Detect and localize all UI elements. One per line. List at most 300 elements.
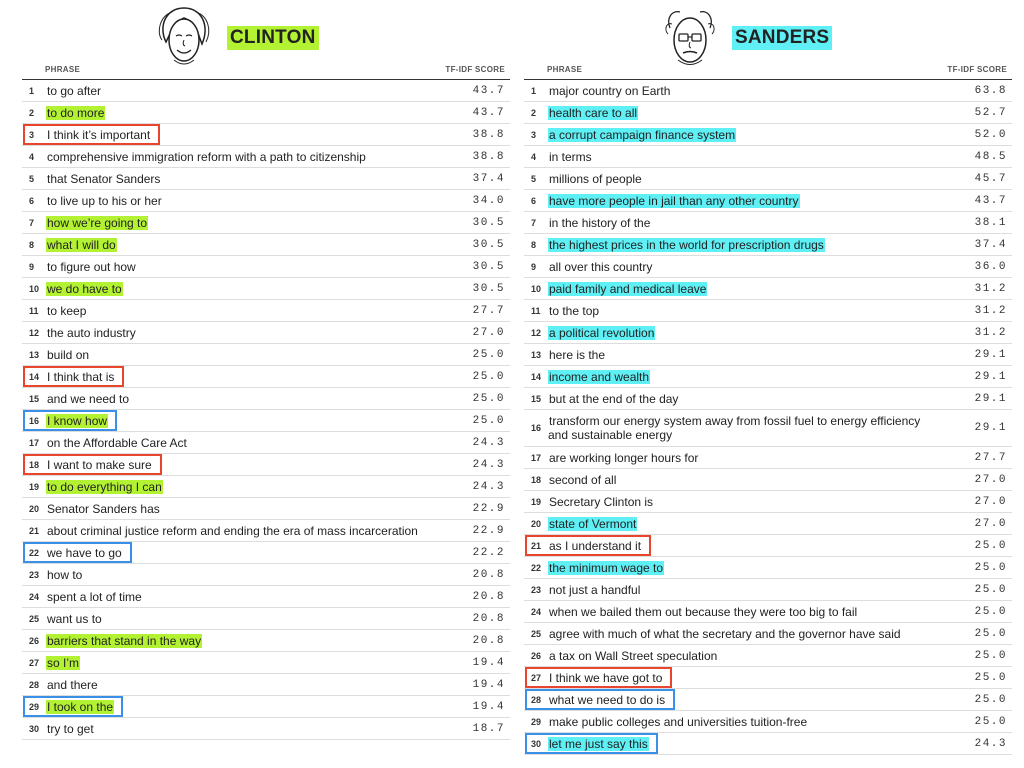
phrase-cell (46, 634, 445, 648)
phrase-text: I know how (47, 413, 108, 428)
table-row (524, 491, 1012, 513)
phrase-cell (46, 106, 445, 120)
rank-number: 13 (531, 349, 542, 360)
rank-number: 21 (29, 525, 40, 536)
phrase-cell (548, 517, 947, 531)
score-cell: 25.0 (974, 715, 1007, 728)
rank-number: 18 (29, 459, 40, 470)
phrase-cell (548, 539, 947, 553)
phrase-text: in terms (549, 149, 592, 164)
phrase-cell (46, 150, 445, 164)
table-row (22, 234, 510, 256)
phrase-text: barriers that stand in the way (47, 633, 202, 648)
table-row (524, 102, 1012, 124)
phrase-text: health care to all (549, 105, 638, 120)
score-column-header: TF-IDF SCORE (445, 65, 505, 74)
score-cell: 27.7 (472, 304, 505, 317)
phrase-cell (46, 172, 445, 186)
phrase-cell (46, 546, 445, 560)
rank-number: 11 (531, 305, 541, 316)
table-row (524, 80, 1012, 102)
score-cell: 25.0 (974, 649, 1007, 662)
rank-number: 2 (29, 107, 35, 118)
phrase-cell (548, 451, 947, 465)
rank-number: 1 (531, 85, 537, 96)
table-row (22, 300, 510, 322)
phrase-cell (548, 194, 947, 208)
table-row (524, 344, 1012, 366)
phrase-cell (548, 693, 947, 707)
rank-number: 28 (29, 679, 40, 690)
table-row (524, 124, 1012, 146)
rank-number: 18 (531, 474, 542, 485)
score-cell: 43.7 (974, 194, 1007, 207)
phrase-column-header: PHRASE (45, 65, 81, 74)
phrase-cell (46, 370, 445, 384)
score-cell: 52.0 (974, 128, 1007, 141)
phrase-text: Secretary Clinton is (549, 494, 654, 509)
sanders-column-headers (524, 65, 1012, 80)
score-cell: 25.0 (974, 539, 1007, 552)
score-cell: 22.9 (472, 524, 505, 537)
score-cell: 20.8 (472, 590, 505, 603)
table-row (22, 542, 510, 564)
rank-number: 29 (531, 716, 542, 727)
rank-number: 8 (29, 239, 35, 250)
score-cell: 30.5 (472, 216, 505, 229)
phrase-cell (46, 216, 445, 230)
table-row (22, 454, 510, 476)
phrase-cell (548, 260, 947, 274)
rank-number: 19 (29, 481, 40, 492)
table-row (524, 667, 1012, 689)
score-cell: 30.5 (472, 238, 505, 251)
table-row (524, 322, 1012, 344)
rank-number: 9 (29, 261, 35, 272)
table-row (22, 146, 510, 168)
phrase-text: about criminal justice reform and ending the era of mass incarceration (47, 523, 418, 538)
table-row (524, 212, 1012, 234)
phrase-cell (548, 649, 947, 663)
rank-number: 4 (531, 151, 537, 162)
table-row (524, 256, 1012, 278)
rank-number: 22 (29, 547, 40, 558)
table-row (22, 124, 510, 146)
phrase-text: a political revolution (549, 325, 655, 340)
phrase-cell (548, 627, 947, 641)
table-row (22, 586, 510, 608)
table-row (22, 344, 510, 366)
rank-number: 12 (531, 327, 542, 338)
phrase-text: what I will do (47, 237, 116, 252)
table-row (524, 645, 1012, 667)
phrase-cell (46, 128, 445, 142)
score-cell: 24.3 (472, 480, 505, 493)
phrase-cell (548, 216, 947, 230)
phrase-text: to go after (47, 83, 102, 98)
rank-number: 1 (29, 85, 35, 96)
score-cell: 27.7 (974, 451, 1007, 464)
score-cell: 25.0 (974, 605, 1007, 618)
table-row (524, 601, 1012, 623)
table-row (524, 234, 1012, 256)
phrase-text: and there (47, 677, 98, 692)
phrase-cell (548, 238, 947, 252)
table-row (22, 652, 510, 674)
table-row (524, 711, 1012, 733)
rank-number: 20 (531, 518, 542, 529)
phrase-column-header: PHRASE (547, 65, 583, 74)
score-cell: 19.4 (472, 678, 505, 691)
score-cell: 38.1 (974, 216, 1007, 229)
score-cell: 25.0 (472, 392, 505, 405)
phrase-cell (548, 172, 947, 186)
phrase-cell (46, 524, 445, 538)
rank-number: 16 (531, 423, 542, 433)
phrase-text: I took on the (47, 699, 114, 714)
table-row (524, 300, 1012, 322)
table-row (22, 322, 510, 344)
rank-number: 10 (29, 283, 40, 294)
rank-number: 28 (531, 694, 542, 705)
rank-number: 26 (29, 635, 40, 646)
rank-number: 17 (29, 437, 40, 448)
rank-number: 15 (29, 393, 40, 404)
phrase-text: I think it’s important (47, 127, 151, 142)
score-cell: 45.7 (974, 172, 1007, 185)
table-row (22, 80, 510, 102)
score-cell: 20.8 (472, 634, 505, 647)
table-row (524, 513, 1012, 535)
table-row (524, 278, 1012, 300)
table-row (22, 630, 510, 652)
rank-number: 3 (531, 129, 537, 140)
phrase-text: I think we have got to (549, 670, 663, 685)
score-column-header: TF-IDF SCORE (947, 65, 1007, 74)
score-cell: 29.1 (974, 348, 1007, 361)
table-row (22, 212, 510, 234)
phrase-text: millions of people (549, 171, 642, 186)
table-row (22, 696, 510, 718)
score-cell: 22.2 (472, 546, 505, 559)
phrase-cell (548, 282, 947, 296)
score-cell: 25.0 (974, 561, 1007, 574)
phrase-cell (548, 304, 947, 318)
score-cell: 24.3 (974, 737, 1007, 750)
rank-number: 5 (531, 173, 537, 184)
phrase-cell (46, 700, 445, 714)
sanders-panel (524, 0, 1012, 768)
table-row (524, 447, 1012, 469)
phrase-text: spent a lot of time (47, 589, 142, 604)
table-row (524, 623, 1012, 645)
table-row (22, 476, 510, 498)
score-cell: 20.8 (472, 568, 505, 581)
rank-number: 22 (531, 562, 542, 573)
phrase-text: to the top (549, 303, 600, 318)
table-row (22, 190, 510, 212)
table-row (22, 564, 510, 586)
phrase-cell (548, 495, 947, 509)
table-row (524, 733, 1012, 755)
rank-number: 3 (29, 129, 35, 140)
sanders-name: SANDERS (732, 26, 832, 50)
table-row (524, 557, 1012, 579)
phrase-cell (46, 502, 445, 516)
score-cell: 20.8 (472, 612, 505, 625)
table-row (524, 168, 1012, 190)
phrase-text: to keep (47, 303, 87, 318)
phrase-cell (548, 106, 947, 120)
score-cell: 43.7 (472, 106, 505, 119)
phrase-cell (548, 671, 947, 685)
phrase-cell (46, 392, 445, 406)
rank-number: 15 (531, 393, 542, 404)
phrase-text: and we need to (47, 391, 130, 406)
score-cell: 29.1 (974, 422, 1007, 434)
score-cell: 34.0 (472, 194, 505, 207)
phrase-text: to figure out how (47, 259, 136, 274)
phrase-cell (548, 605, 947, 619)
table-row (524, 410, 1012, 447)
score-cell: 29.1 (974, 392, 1007, 405)
phrase-text: what we need to do is (549, 692, 666, 707)
score-cell: 30.5 (472, 260, 505, 273)
phrase-cell (548, 715, 947, 729)
phrase-text: let me just say this (549, 736, 648, 751)
phrase-text: major country on Earth (549, 83, 671, 98)
rank-number: 25 (531, 628, 542, 639)
phrase-text: the highest prices in the world for prescription drugs (549, 237, 824, 252)
rank-number: 7 (531, 217, 537, 228)
table-row (524, 469, 1012, 491)
phrase-text: here is the (549, 347, 606, 362)
score-cell: 18.7 (472, 722, 505, 735)
score-cell: 25.0 (472, 370, 505, 383)
phrase-text: the auto industry (47, 325, 136, 340)
phrase-cell (46, 612, 445, 626)
phrase-cell (46, 348, 445, 362)
phrase-text: income and wealth (549, 369, 650, 384)
phrase-text: to live up to his or her (47, 193, 162, 208)
table-row (524, 689, 1012, 711)
phrase-cell (548, 473, 947, 487)
phrase-cell (46, 678, 445, 692)
score-cell: 25.0 (472, 414, 505, 427)
phrase-cell (46, 656, 445, 670)
rank-number: 27 (531, 672, 542, 683)
table-row (22, 168, 510, 190)
score-cell: 25.0 (974, 671, 1007, 684)
table-row (22, 608, 510, 630)
phrase-cell (46, 436, 445, 450)
score-cell: 19.4 (472, 700, 505, 713)
score-cell: 27.0 (974, 473, 1007, 486)
rank-number: 21 (531, 540, 542, 551)
rank-number: 27 (29, 657, 40, 668)
phrase-text: I want to make sure (47, 457, 152, 472)
rank-number: 24 (531, 606, 542, 617)
table-row (524, 388, 1012, 410)
rank-number: 2 (531, 107, 537, 118)
rank-number: 6 (531, 195, 537, 206)
table-row (22, 278, 510, 300)
phrase-cell (548, 84, 947, 98)
score-cell: 38.8 (472, 150, 505, 163)
phrase-text: on the Affordable Care Act (47, 435, 187, 450)
phrase-text: try to get (47, 721, 94, 736)
table-row (22, 388, 510, 410)
rank-number: 13 (29, 349, 40, 360)
table-row (524, 535, 1012, 557)
phrase-text: how to (47, 567, 83, 582)
phrase-text: paid family and medical leave (549, 281, 707, 296)
rank-number: 7 (29, 217, 35, 228)
phrase-text: build on (47, 347, 90, 362)
phrase-cell (548, 150, 947, 164)
rank-number: 4 (29, 151, 35, 162)
rank-number: 6 (29, 195, 35, 206)
score-cell: 27.0 (974, 517, 1007, 530)
rank-number: 24 (29, 591, 40, 602)
score-cell: 19.4 (472, 656, 505, 669)
phrase-cell (46, 238, 445, 252)
table-row (524, 190, 1012, 212)
rank-number: 23 (29, 569, 40, 580)
rank-number: 12 (29, 327, 40, 338)
score-cell: 38.8 (472, 128, 505, 141)
phrase-cell (548, 326, 947, 340)
phrase-text: as I understand it (549, 538, 642, 553)
rank-number: 20 (29, 503, 40, 514)
table-row (524, 366, 1012, 388)
table-row (22, 102, 510, 124)
rank-number: 23 (531, 584, 542, 595)
phrase-cell (46, 568, 445, 582)
phrase-text: but at the end of the day (549, 391, 679, 406)
phrase-cell (46, 282, 445, 296)
phrase-cell (46, 458, 445, 472)
phrase-cell (548, 414, 947, 442)
score-cell: 52.7 (974, 106, 1007, 119)
rank-number: 30 (29, 723, 40, 734)
phrase-cell (46, 722, 445, 736)
phrase-text: have more people in jail than any other country (549, 193, 799, 208)
clinton-column-headers (22, 65, 510, 80)
sanders-portrait-icon (658, 4, 722, 70)
sanders-phrase-table (524, 80, 1012, 755)
phrase-cell (548, 392, 947, 406)
phrase-cell (548, 737, 947, 751)
rank-number: 14 (531, 371, 542, 382)
phrase-cell (548, 583, 947, 597)
table-row (524, 579, 1012, 601)
phrase-text: are working longer hours for (549, 450, 699, 465)
phrase-text: that Senator Sanders (47, 171, 161, 186)
rank-number: 17 (531, 452, 542, 463)
score-cell: 48.5 (974, 150, 1007, 163)
score-cell: 37.4 (974, 238, 1007, 251)
score-cell: 43.7 (472, 84, 505, 97)
phrase-cell (46, 590, 445, 604)
score-cell: 31.2 (974, 282, 1007, 295)
clinton-panel (22, 0, 510, 753)
phrase-cell (46, 480, 445, 494)
score-cell: 25.0 (974, 693, 1007, 706)
table-row (22, 410, 510, 432)
phrase-text: Senator Sanders has (47, 501, 160, 516)
phrase-text: a tax on Wall Street speculation (549, 648, 718, 663)
score-cell: 37.4 (472, 172, 505, 185)
phrase-text: so I’m (47, 655, 80, 670)
table-row (22, 498, 510, 520)
phrase-text: all over this country (549, 259, 653, 274)
phrase-cell (46, 260, 445, 274)
phrase-cell (46, 194, 445, 208)
phrase-text: to do everything I can (47, 479, 162, 494)
rank-number: 9 (531, 261, 537, 272)
rank-number: 30 (531, 738, 542, 749)
rank-number: 19 (531, 496, 542, 507)
score-cell: 25.0 (472, 348, 505, 361)
phrase-cell (548, 370, 947, 384)
phrase-text: transform our energy system away from fossil fuel to energy efficiency and sustainable energy (548, 414, 921, 442)
rank-number: 26 (531, 650, 542, 661)
clinton-portrait-icon (152, 4, 216, 70)
score-cell: 27.0 (974, 495, 1007, 508)
phrase-text: we do have to (47, 281, 122, 296)
phrase-cell (548, 561, 947, 575)
phrase-cell (46, 414, 445, 428)
phrase-text: to do more (47, 105, 105, 120)
table-row (22, 718, 510, 740)
rank-number: 8 (531, 239, 537, 250)
phrase-text: not just a handful (549, 582, 641, 597)
score-cell: 36.0 (974, 260, 1007, 273)
score-cell: 30.5 (472, 282, 505, 295)
score-cell: 27.0 (472, 326, 505, 339)
phrase-text: we have to go (47, 545, 122, 560)
phrase-text: the minimum wage to (549, 560, 664, 575)
table-row (22, 366, 510, 388)
score-cell: 24.3 (472, 436, 505, 449)
phrase-text: a corrupt campaign finance system (549, 127, 736, 142)
rank-number: 14 (29, 371, 40, 382)
rank-number: 29 (29, 701, 40, 712)
score-cell: 24.3 (472, 458, 505, 471)
clinton-phrase-table (22, 80, 510, 740)
phrase-cell (548, 128, 947, 142)
phrase-text: I think that is (47, 369, 115, 384)
rank-number: 11 (29, 305, 39, 316)
phrase-text: how we’re going to (47, 215, 148, 230)
phrase-text: when we bailed them out because they were too big to fail (549, 604, 858, 619)
score-cell: 25.0 (974, 627, 1007, 640)
phrase-text: want us to (47, 611, 102, 626)
table-row (524, 146, 1012, 168)
score-cell: 22.9 (472, 502, 505, 515)
phrase-text: make public colleges and universities tuition-free (549, 714, 808, 729)
phrase-text: agree with much of what the secretary and the governor have said (549, 626, 901, 641)
rank-number: 5 (29, 173, 35, 184)
phrase-text: state of Vermont (549, 516, 637, 531)
clinton-name: CLINTON (227, 26, 319, 50)
rank-number: 10 (531, 283, 542, 294)
phrase-cell (46, 304, 445, 318)
table-row (22, 432, 510, 454)
phrase-text: comprehensive immigration reform with a path to citizenship (47, 149, 366, 164)
phrase-text: second of all (549, 472, 617, 487)
